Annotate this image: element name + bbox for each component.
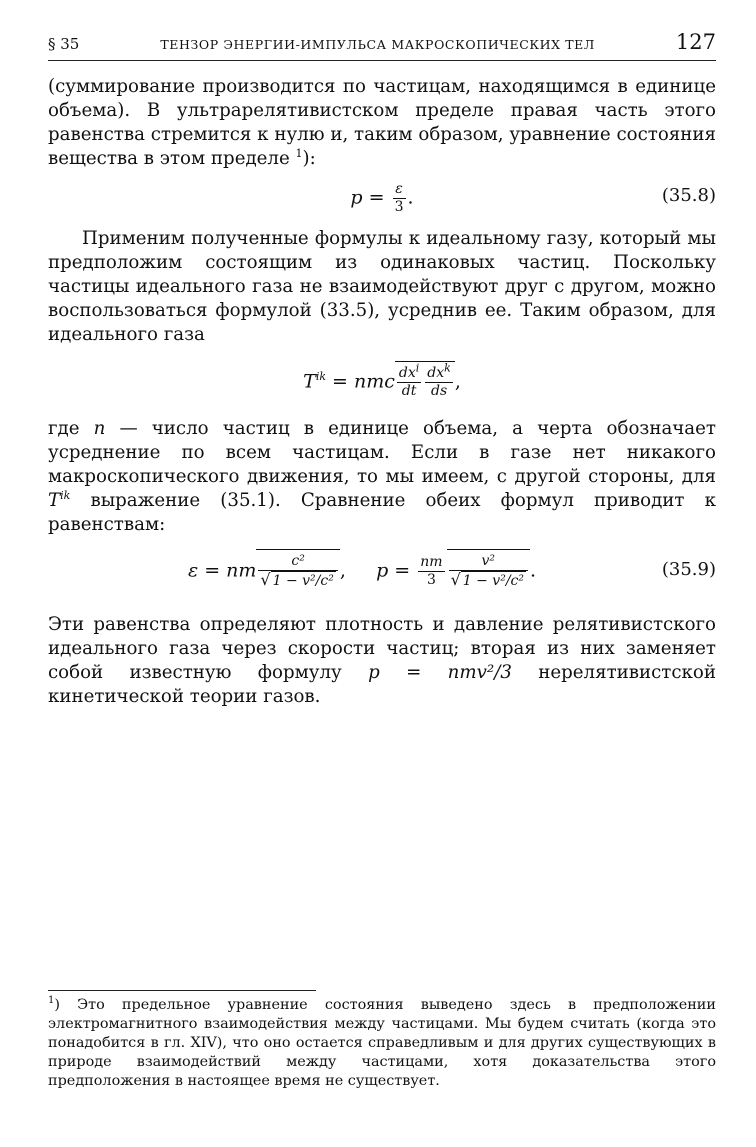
p3-a: где (48, 418, 80, 439)
page-body (48, 30, 716, 709)
sqrt-icon: √ (450, 570, 461, 589)
eq3-sep: , (339, 559, 346, 582)
eq1-num: ε (393, 181, 406, 199)
running-title: ТЕНЗОР ЭНЕРГИИ-ИМПУЛЬСА МАКРОСКОПИЧЕСКИХ ТЕЛ (160, 37, 595, 52)
eq3-num2: v² (449, 553, 528, 571)
paragraph-4 (48, 613, 716, 709)
footnote-text: ) Это предельное уравнение состояния выведено здесь в предположении электромагнитного взаимодействия между частицами. Мы будем считать (когда это понадобится в гл. XIV), что оно остается справедливым и для других существующих в природе взаимодействий между частицами, хотя доказательства этого предположения в настоящее время не существует. (48, 997, 716, 1089)
eq2-f1-num-sup: i (415, 361, 420, 375)
paragraph-2: Применим полученные формулы к идеальному газу, который мы предположим состоящим из одинаковых частиц. Поскольку частицы идеального газа не взаимодействуют друг с другом, можно воспользоваться формулой (33.5), усреднив ее. Таким образом, для идеального газа (48, 228, 716, 345)
eq2-f2-num: dx (427, 365, 445, 381)
eq3-bar2 (447, 549, 530, 590)
eq2-lhs-sup: ik (315, 370, 326, 384)
sqrt-icon: √ (260, 570, 271, 589)
p4-formula: p = nmv²/3 (368, 662, 512, 683)
paragraph-1-end: : (309, 148, 316, 169)
eq3-pre-den: 3 (426, 572, 436, 588)
p3-n: n (93, 418, 106, 439)
eq1-tag: (35.8) (661, 185, 716, 206)
p3-c: выражение (35.1). Сравнение обеих формул приводит к равенствам: (48, 490, 716, 535)
eq2-end: , (454, 370, 461, 393)
eq2-f2-den: ds (430, 383, 448, 399)
section-number: § 35 (48, 35, 80, 53)
eq2-f2-num-sup: k (444, 361, 451, 375)
eq2-f1-den: dt (401, 383, 417, 399)
eq3-lhs2: p = (376, 559, 411, 582)
eq3-den1: 1 − v²/c² (272, 573, 334, 589)
eq3-tag: (35.9) (661, 559, 716, 580)
eq2-f1-num: dx (398, 365, 416, 381)
equation-tik (48, 347, 716, 417)
equation-35-9 (48, 537, 716, 613)
eq2-rhs: = nmc (326, 370, 395, 393)
running-header (48, 30, 716, 61)
footnote-rule (48, 990, 316, 991)
p3-T: T (48, 490, 61, 511)
eq1-lhs: p = (350, 186, 385, 209)
p3-T-sup: ik (60, 488, 71, 502)
page-number: 127 (675, 30, 716, 54)
p4-b: нерелятивистской кинетической теории газов. (48, 662, 716, 707)
footnote-mark: 1 (48, 995, 55, 1007)
paragraph-1-text: (суммирование производится по частицам, находящимся в единице объема). В ультрарелятивистском пределе правая часть этого равенства стремится к нулю и, таким образом, уравнение состояния вещества в этом пределе (48, 76, 716, 169)
p4-a: Эти равенства определяют плотность и давление релятивистского идеального газа через скорости частиц; вторая из них заменяет собой известную формулу (48, 614, 716, 683)
footnote-ref: 1 (295, 146, 303, 160)
eq3-num1: c² (258, 553, 337, 571)
equation-35-8 (48, 171, 716, 227)
p3-b: — число частиц в единице объема, а черта обозначает усреднение по всем частицам. Если в газе нет никакого макроскопического движения, то мы имеем, с другой стороны, для (48, 418, 716, 487)
paragraph-3 (48, 417, 716, 537)
footnote (48, 996, 716, 1091)
eq3-pre-num: nm (420, 554, 443, 570)
eq3-den2: 1 − v²/c² (462, 573, 524, 589)
eq3-bar1 (256, 549, 339, 590)
eq1-den: 3 (394, 199, 404, 215)
eq2-average-bar (395, 361, 455, 400)
paragraph-1: (суммирование производится по частицам, находящимся в единице объема). В ультрарелятивистском пределе правая часть этого равенства стремится к нулю и, таким образом, уравнение состояния вещества в этом пределе $^1$): (48, 76, 716, 169)
eq3-end: . (530, 559, 537, 582)
eq1-end: . (407, 186, 414, 209)
eq3-lhs1: ε = nm (187, 559, 257, 582)
eq2-lhs: T (303, 370, 316, 393)
